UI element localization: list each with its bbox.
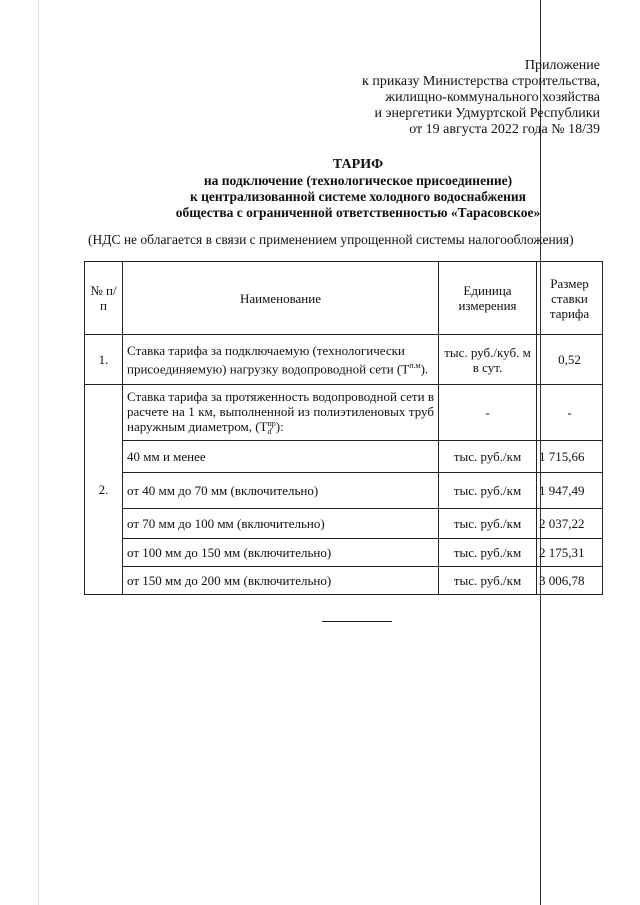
header-name: Наименование [123, 262, 439, 335]
page-edge [38, 0, 39, 905]
row-unit: тыс. руб./куб. м в сут. [439, 335, 537, 385]
table-subrow [85, 473, 603, 509]
header-num: № п/п [85, 262, 123, 335]
row-name [123, 385, 439, 441]
title-line: на подключение (технологическое присоединение) [203, 173, 513, 188]
table-subrow [85, 539, 603, 567]
tariff-symbol: Т [259, 418, 268, 434]
table-subrow [85, 441, 603, 473]
row-name-text: Ставка тарифа за подключаемую (технологически присоединяемую) нагрузку водопроводной сети ( [127, 342, 405, 377]
subrow-unit: тыс. руб./км [439, 539, 537, 567]
subrow-name: от 40 мм до 70 мм (включительно) [123, 473, 439, 509]
table-row [85, 385, 603, 441]
row-num: 1. [85, 335, 123, 385]
document-title [0, 156, 640, 221]
tariff-symbol-sub: d [267, 427, 272, 436]
header-value: Размер ставки тарифа [537, 262, 603, 335]
row-name-end: ). [420, 361, 429, 377]
approval-line: жилищно-коммунального хозяйства [385, 90, 600, 105]
subrow-unit: тыс. руб./км [439, 509, 537, 539]
vat-note: (НДС не облагается в связи с применением упрощенной системы налогообложения) [88, 232, 574, 247]
header-unit: Единица измерения [439, 262, 537, 335]
title-line: общества с ограниченной ответственностью «Тарасовское» [175, 205, 541, 220]
subrow-name: от 70 мм до 100 мм (включительно) [123, 509, 439, 539]
row-name-text: Ставка тарифа за протяженность водопроводной сети в расчете на 1 км, выполненной из полиэтиленовых труб наружным диаметром, ( [127, 388, 434, 434]
subrow-value: 2 175,31 [537, 539, 603, 567]
subrow-value: 1 715,66 [537, 441, 603, 473]
subrow-value: 3 006,78 [537, 567, 603, 595]
table-subrow [85, 509, 603, 539]
row-name-end: ): [275, 418, 284, 434]
tariff-table [84, 261, 603, 595]
row-value: - [537, 385, 603, 441]
subrow-unit: тыс. руб./км [439, 441, 537, 473]
row-num: 2. [85, 385, 123, 595]
subrow-value: 2 037,22 [537, 509, 603, 539]
row-name [123, 335, 439, 385]
subrow-name: от 150 мм до 200 мм (включительно) [123, 567, 439, 595]
approval-line: и энергетики Удмуртской Республики [374, 106, 600, 121]
tariff-symbol-sup: пр [267, 419, 276, 428]
subrow-unit: тыс. руб./км [439, 567, 537, 595]
approval-block [362, 58, 600, 138]
end-rule-divider [322, 621, 392, 622]
table-subrow [85, 567, 603, 595]
row-unit: - [439, 385, 537, 441]
subrow-value: 1 947,49 [537, 473, 603, 509]
tariff-symbol: Т [401, 361, 410, 377]
row-value: 0,52 [537, 335, 603, 385]
approval-line: от 19 августа 2022 года № 18/39 [409, 122, 600, 137]
subrow-name: 40 мм и менее [123, 441, 439, 473]
subrow-name: от 100 мм до 150 мм (включительно) [123, 539, 439, 567]
approval-line: к приказу Министерства строительства, [362, 74, 600, 89]
title-line: к централизованной системе холодного водоснабжения [190, 189, 526, 204]
subrow-unit: тыс. руб./км [439, 473, 537, 509]
tariff-symbol-sup: п.м [409, 360, 421, 370]
table-row [85, 335, 603, 385]
approval-line: Приложение [524, 58, 600, 73]
table-header-row [85, 262, 603, 335]
title-main: ТАРИФ [332, 157, 384, 172]
